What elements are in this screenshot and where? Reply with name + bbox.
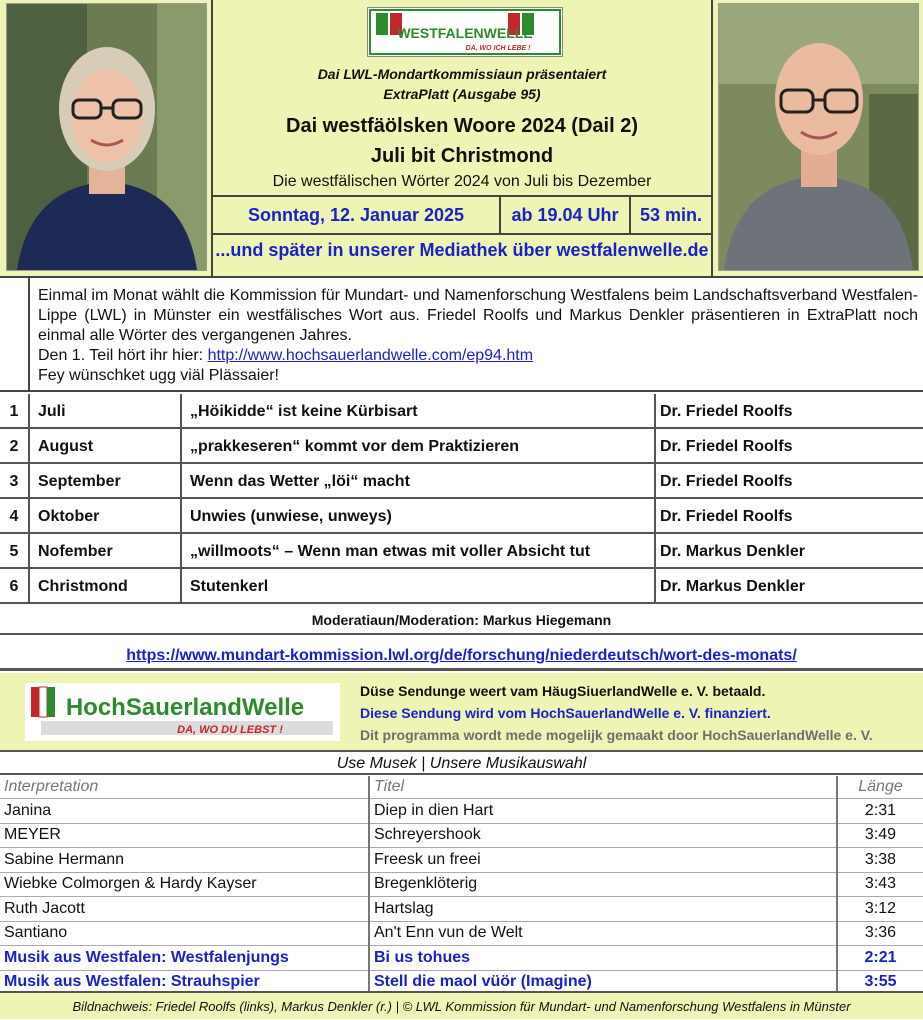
- track-length: 3:38: [837, 848, 923, 873]
- episode-topic: „Höikidde“ ist keine Kürbisart: [180, 394, 656, 427]
- episode-month: Nofember: [38, 543, 113, 560]
- track-title: Schreyershook: [369, 823, 837, 848]
- broadcast-dateline: [213, 195, 711, 235]
- track-title: Bi us tohues: [369, 946, 837, 971]
- episode-author: Dr. Markus Denkler: [660, 543, 805, 560]
- mundart-link-row: [0, 637, 923, 671]
- sponsor-line-plattdeutsch: Düse Sendunge weert vam HäugSiuerlandWelle e. V. betaald.: [360, 683, 766, 699]
- episode-author: Dr. Friedel Roolfs: [660, 508, 793, 525]
- episode-topic: Wenn das Wetter „löi“ macht: [180, 464, 656, 497]
- episode-topic: „willmoots“ – Wenn man etwas mit voller Absicht tut: [180, 534, 656, 567]
- episode-month: Oktober: [38, 508, 100, 525]
- episode-month: Juli: [38, 403, 66, 420]
- table-row: [0, 872, 923, 897]
- moderation-credit: Moderatiaun/Moderation: Markus Hiegemann: [0, 605, 923, 635]
- track-length: 3:36: [837, 921, 923, 946]
- episode-month: September: [38, 473, 121, 490]
- track-artist: Santiano: [0, 921, 369, 946]
- episode-topic: Unwies (unwiese, unweys): [180, 499, 656, 532]
- header-length: Länge: [837, 776, 923, 799]
- track-title: Bregenklöterig: [369, 872, 837, 897]
- track-artist: Ruth Jacott: [0, 897, 369, 922]
- presenter-line: Dai LWL-Mondartkommissiaun präsentaiert: [317, 66, 607, 82]
- episode-number: 1: [0, 394, 30, 427]
- sponsor-section: [0, 673, 923, 752]
- table-row: [0, 823, 923, 848]
- episode-author: Dr. Friedel Roolfs: [660, 438, 793, 455]
- episode-number: 5: [0, 534, 30, 567]
- sponsor-line-hochdeutsch: Diese Sendung wird vom HochSauerlandWelle e. V. finanziert.: [360, 705, 771, 721]
- episode-number: 6: [0, 569, 30, 602]
- episode-author: Dr. Friedel Roolfs: [660, 403, 793, 420]
- track-artist: Musik aus Westfalen: Westfalenjungs: [0, 946, 369, 971]
- track-title: Diep in dien Hart: [369, 799, 837, 824]
- broadcast-time: ab 19.04 Uhr: [501, 197, 631, 233]
- man-portrait-photo: [718, 3, 919, 271]
- episode-number: 4: [0, 499, 30, 532]
- westfalenwelle-slogan: DA, WO ICH LEBE !: [465, 45, 531, 52]
- table-row: [0, 799, 923, 824]
- intro-closing: Fey wünschket ugg viäl Plässaier!: [38, 367, 279, 384]
- intro-section: [0, 276, 923, 392]
- episode-row: [0, 394, 923, 429]
- episode-row: [0, 429, 923, 464]
- track-title: Freesk un freei: [369, 848, 837, 873]
- music-table: [0, 776, 923, 995]
- page-subtitle: Die westfälischen Wörter 2024 von Juli bis Dezember: [272, 173, 652, 190]
- episode-list: [0, 394, 923, 604]
- table-row-westfalen: [0, 946, 923, 971]
- header-banner: [0, 0, 923, 276]
- track-artist: Musik aus Westfalen: Strauhspier: [0, 970, 369, 995]
- track-artist: Wiebke Colmorgen & Hardy Kayser: [0, 872, 369, 897]
- track-title: Hartslag: [369, 897, 837, 922]
- intro-paragraph: Einmal im Monat wählt die Kommission für Mundart- und Namenforschung Westfalens beim Landschaftsverband Westfalen-Lippe (LWL) in Münster ein westfälisches Wort aus. Friedel Roolfs und Markus Denkler präsentieren in ExtraPlatt noch einmal alle Wörter des vergangenen Jahres.: [38, 287, 918, 344]
- header-artist: Interpretation: [0, 776, 369, 799]
- westfalenwelle-wordmark: WESTFALENWELLE: [397, 25, 533, 41]
- part1-prefix: Den 1. Teil hört ihr hier:: [38, 347, 208, 364]
- broadcast-date: Sonntag, 12. Januar 2025: [213, 197, 501, 233]
- event-info-panel: [211, 0, 713, 276]
- intro-number-column: [0, 278, 30, 390]
- track-title: Stell die maol vüör (Imagine): [369, 970, 837, 995]
- episode-topic: „prakkeseren“ kommt vor dem Praktizieren: [180, 429, 656, 462]
- episode-number: 3: [0, 464, 30, 497]
- image-credits-footer: Bildnachweis: Friedel Roolfs (links), Markus Denkler (r.) | © LWL Kommission für Mundart- und Namenforschung Westfalens in Münster: [0, 991, 923, 1019]
- episode-row: [0, 499, 923, 534]
- episode-topic: Stutenkerl: [180, 569, 656, 602]
- episode-number: 2: [0, 429, 30, 462]
- header-track: Titel: [369, 776, 837, 799]
- track-length: 2:31: [837, 799, 923, 824]
- track-length: 3:49: [837, 823, 923, 848]
- music-section-title: Use Musek | Unsere Musikauswahl: [0, 752, 923, 775]
- hochsauerlandwelle-slogan: DA, WO DU LEBST !: [177, 724, 283, 736]
- hochsauerlandwelle-wordmark: HochSauerlandWelle: [65, 694, 305, 721]
- page-title-line2: Juli bit Christmond: [370, 145, 554, 167]
- episode-month: August: [38, 438, 94, 455]
- westfalenwelle-logo: [367, 7, 563, 57]
- track-title: An't Enn vun de Welt: [369, 921, 837, 946]
- mundart-commission-link[interactable]: https://www.mundart-kommission.lwl.org/de/forschung/niederdeutsch/wort-des-monats/: [126, 647, 797, 664]
- episode-row: [0, 534, 923, 569]
- track-length: 2:21: [837, 946, 923, 971]
- intro-text: [38, 286, 918, 386]
- hochsauerlandwelle-logo: [25, 683, 340, 741]
- table-row: [0, 848, 923, 873]
- edition-line: ExtraPlatt (Ausgabe 95): [383, 86, 541, 102]
- mediathek-note: ...und später in unserer Mediathek über westfalenwelle.de: [215, 240, 709, 260]
- woman-portrait-photo: [6, 3, 207, 271]
- episode-row: [0, 569, 923, 604]
- part1-link[interactable]: http://www.hochsauerlandwelle.com/ep94.htm: [207, 347, 534, 364]
- table-row: [0, 921, 923, 946]
- track-artist: Janina: [0, 799, 369, 824]
- episode-row: [0, 464, 923, 499]
- broadcast-duration: 53 min.: [639, 204, 703, 225]
- sponsor-line-niederlaendisch: Dit programma wordt mede mogelijk gemaakt door HochSauerlandWelle e. V.: [360, 727, 873, 743]
- episode-author: Dr. Friedel Roolfs: [660, 473, 793, 490]
- track-length: 3:43: [837, 872, 923, 897]
- episode-author: Dr. Markus Denkler: [660, 578, 805, 595]
- track-length: 3:12: [837, 897, 923, 922]
- table-row: [0, 897, 923, 922]
- track-length: 3:55: [837, 970, 923, 995]
- track-artist: MEYER: [0, 823, 369, 848]
- episode-month: Christmond: [38, 578, 128, 595]
- track-artist: Sabine Hermann: [0, 848, 369, 873]
- page-title: Dai westfäölsken Woore 2024 (Dail 2): [286, 115, 638, 137]
- music-table-header: [0, 776, 923, 799]
